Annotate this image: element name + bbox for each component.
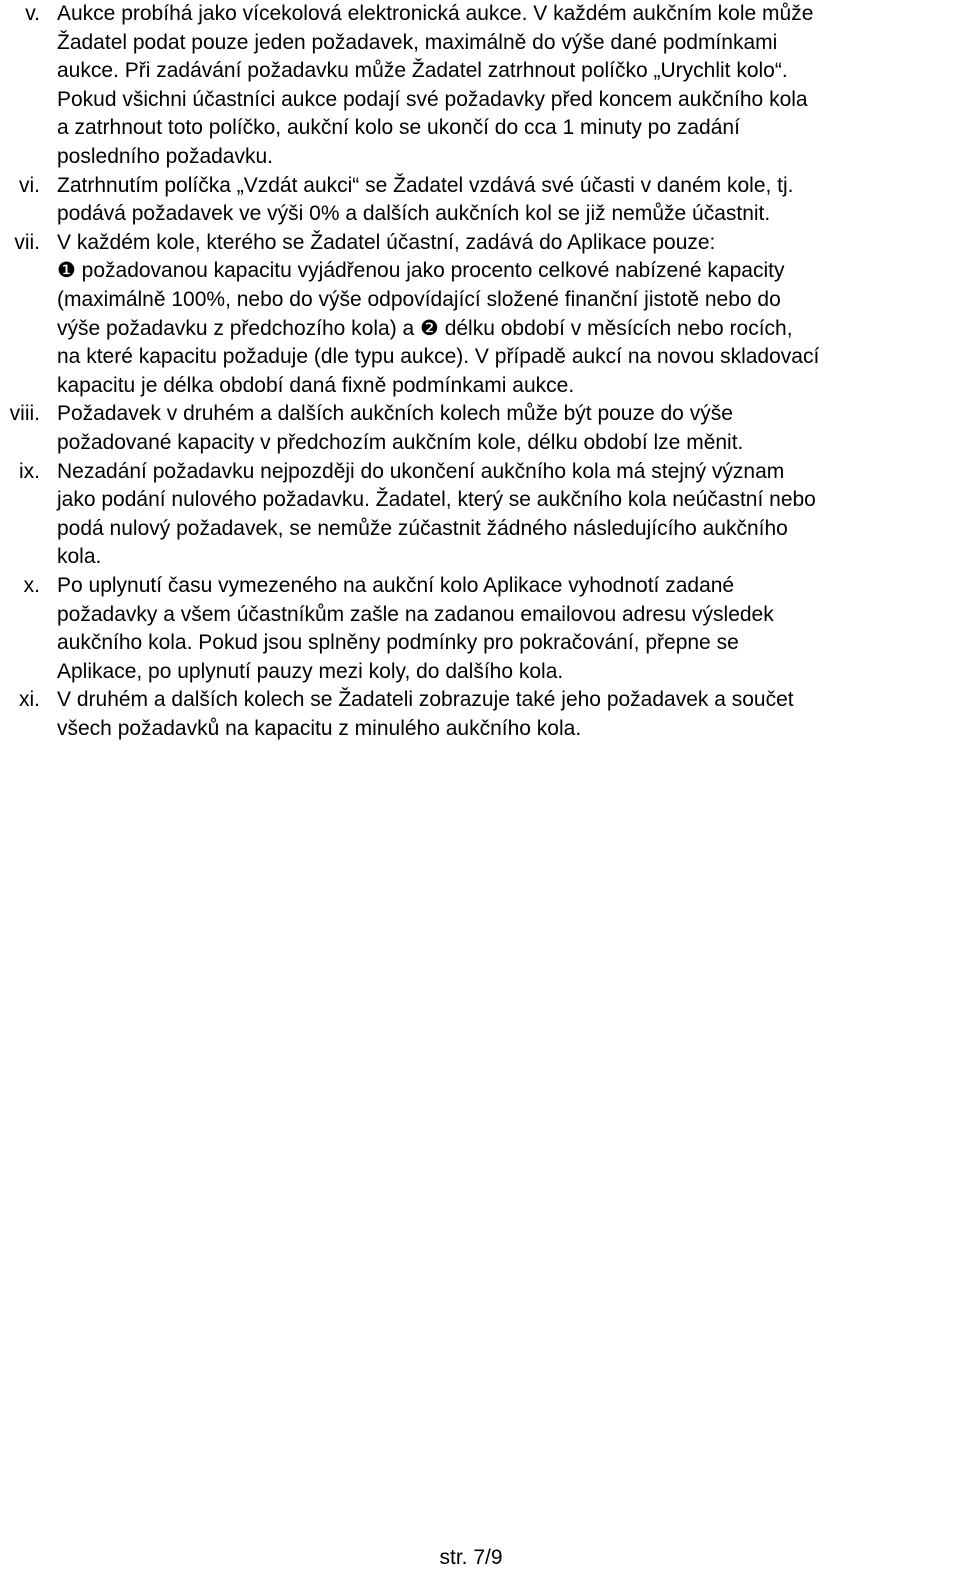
text-line: jako podání nulového požadavku. Žadatel, který se aukčního kola neúčastní nebo xyxy=(57,488,816,512)
text-line: a zatrhnout toto políčko, aukční kolo se ukončí do cca 1 minuty po zadání xyxy=(57,116,740,140)
text-line: Zatrhnutím políčka „Vzdát aukci“ se Žadatel vzdává své účasti v daném kole, tj. xyxy=(57,173,794,197)
text-line: podá nulový požadavek, se nemůže zúčastnit žádného následujícího aukčního xyxy=(57,516,788,540)
text-line: Po uplynutí času vymezeného na aukční kolo Aplikace vyhodnotí zadané xyxy=(57,574,735,597)
text-line: Žadatel podat pouze jeden požadavek, maximálně do výše dané podmínkami xyxy=(57,30,778,54)
text-line: Aplikace, po uplynutí pauzy mezi koly, do dalšího kola. xyxy=(57,659,564,683)
text-line: V druhém a dalších kolech se Žadateli zobrazuje také jeho požadavek a součet xyxy=(57,688,794,712)
text-line: Nezadání požadavku nejpozději do ukončení aukčního kola má stejný význam xyxy=(57,459,785,483)
text-line: na které kapacitu požaduje (dle typu aukce). V případě aukcí na novou skladovací xyxy=(57,345,820,369)
text-line: aukčního kola. Pokud jsou splněny podmínky pro pokračování, přepne se xyxy=(57,631,739,655)
list-item-number: vii. xyxy=(14,230,40,254)
list-item-number: vi. xyxy=(19,173,40,197)
list-item-text xyxy=(57,0,957,172)
text-line: kola. xyxy=(57,545,102,569)
text-line: kapacitu je délka období daná fixně podmínkami aukce. xyxy=(57,373,575,397)
text-line: podává požadavek ve výši 0% a dalších aukčních kol se již nemůže účastnit. xyxy=(57,202,771,226)
list-item-number: viii. xyxy=(9,402,40,426)
text-line: aukce. Při zadávání požadavku může Žadatel zatrhnout políčko „Urychlit kolo“. xyxy=(57,59,788,83)
text-line: ❶ požadovanou kapacitu vyjádřenou jako procento celkové nabízené kapacity xyxy=(57,259,785,283)
list-item-text xyxy=(57,572,957,686)
list-item-number: v. xyxy=(25,2,40,25)
text-line: požadované kapacity v předchozím aukčním kole, délku období lze měnit. xyxy=(57,430,744,454)
text-line: posledního požadavku. xyxy=(57,144,273,168)
page-footer xyxy=(0,1544,960,1572)
list-item-number: ix. xyxy=(19,459,40,483)
list-item-text xyxy=(57,172,957,229)
list-item-text xyxy=(57,686,957,743)
text-line: Požadavek v druhém a dalších aukčních kolech může být pouze do výše xyxy=(57,402,733,426)
text-line: požadavky a všem účastníkům zašle na zadanou emailovou adresu výsledek xyxy=(57,602,774,626)
text-line: výše požadavku z předchozího kola) a ❷ délku období v měsících nebo rocích, xyxy=(57,316,793,340)
list-item-text xyxy=(57,458,957,572)
list-item-text xyxy=(57,229,957,401)
text-line: V každém kole, kterého se Žadatel účastní, zadává do Aplikace pouze: xyxy=(57,230,716,254)
text-line: Aukce probíhá jako vícekolová elektronická aukce. V každém aukčním kole může xyxy=(57,2,814,25)
list-item-text xyxy=(57,400,957,457)
list-item-number: xi. xyxy=(19,688,40,712)
text-line: všech požadavků na kapacitu z minulého aukčního kola. xyxy=(57,716,582,740)
page-number: str. 7/9 xyxy=(439,1546,503,1569)
list-item-number: x. xyxy=(23,574,40,597)
text-line: Pokud všichni účastníci aukce podají své požadavky před koncem aukčního kola xyxy=(57,87,808,111)
text-line: (maximálně 100%, nebo do výše odpovídající složené finanční jistotě nebo do xyxy=(57,287,781,311)
